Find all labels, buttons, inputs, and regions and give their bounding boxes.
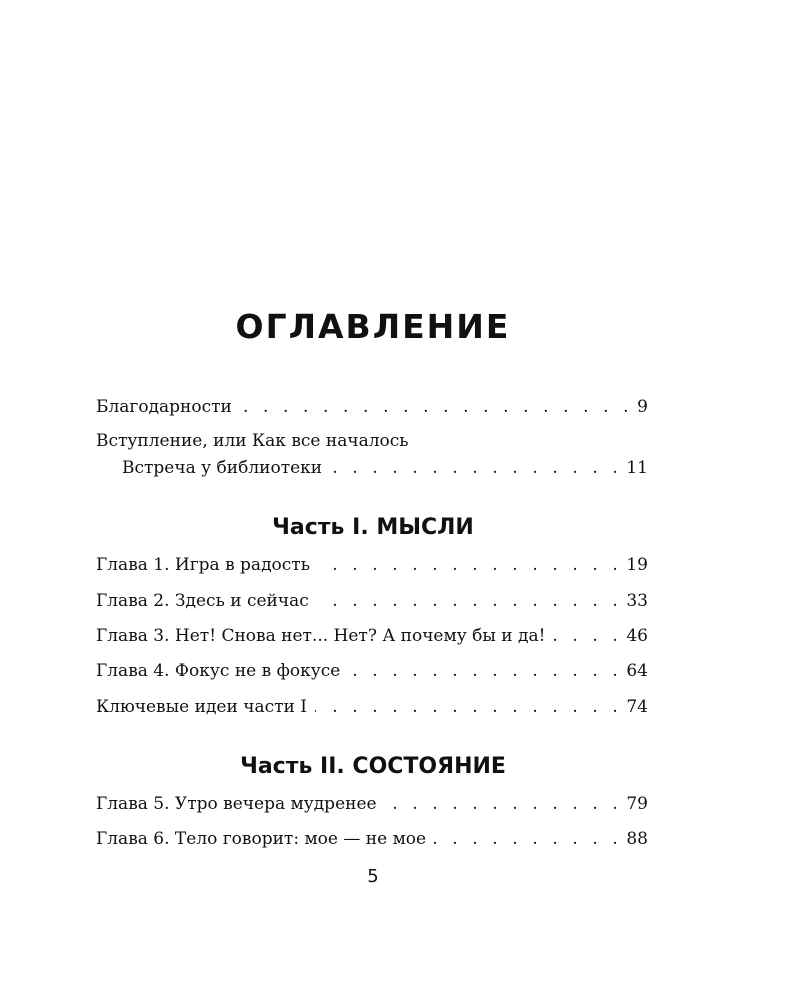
toc-entry-chapter-1 bbox=[96, 552, 648, 578]
toc-leader-dots bbox=[434, 826, 622, 852]
toc-entry-page: 88 bbox=[626, 829, 648, 849]
part-heading-2: Часть II. СОСТОЯНИЕ bbox=[240, 754, 506, 779]
toc-entry-page: 11 bbox=[626, 458, 648, 478]
toc-entry-title: Вступление, или Как все началось bbox=[96, 431, 409, 451]
toc-entry-title: Глава 4. Фокус не в фокусе bbox=[96, 661, 341, 681]
page-title: ОГЛАВЛЕНИЕ bbox=[235, 307, 511, 346]
toc-leader-dots bbox=[348, 658, 622, 684]
toc-leader-dots bbox=[240, 394, 633, 420]
toc-entry-title: Глава 6. Тело говорит: мое — не мое bbox=[96, 829, 427, 849]
toc-entry-chapter-6 bbox=[96, 826, 648, 852]
toc-leader-dots bbox=[317, 588, 623, 614]
toc-entry-page: 9 bbox=[637, 397, 648, 417]
toc-entry-title: Ключевые идеи части I bbox=[96, 697, 307, 717]
toc-entry-title: Встреча у библиотеки bbox=[122, 458, 323, 478]
toc-entry-title: Глава 2. Здесь и сейчас bbox=[96, 591, 309, 611]
toc-entry-title: Благодарности bbox=[96, 397, 232, 417]
toc-leader-dots bbox=[385, 791, 623, 817]
toc-entry-key-ideas-part-1 bbox=[96, 694, 648, 720]
toc-entry-page: 33 bbox=[626, 591, 648, 611]
toc-entry-title: Глава 1. Игра в радость bbox=[96, 555, 310, 575]
toc-entry-page: 74 bbox=[626, 697, 648, 717]
toc-entry-chapter-2 bbox=[96, 588, 648, 614]
toc-entry-introduction bbox=[96, 428, 648, 454]
part-heading-1: Часть I. МЫСЛИ bbox=[272, 515, 474, 540]
toc-leader-dots bbox=[549, 623, 622, 649]
toc-leader-dots bbox=[330, 455, 622, 481]
toc-entry-page: 19 bbox=[626, 555, 648, 575]
toc-entry-chapter-3 bbox=[96, 623, 648, 649]
toc-entry-page: 64 bbox=[626, 661, 648, 681]
toc-entry-title: Глава 3. Нет! Снова нет... Нет? А почему бы и да! bbox=[96, 626, 546, 646]
toc-leader-dots bbox=[315, 694, 622, 720]
toc-entry-page: 79 bbox=[626, 794, 648, 814]
toc-entry-chapter-5 bbox=[96, 791, 648, 817]
toc-entry-meeting bbox=[122, 455, 648, 481]
toc-entry-title: Глава 5. Утро вечера мудренее bbox=[96, 794, 377, 814]
toc-entry-chapter-4 bbox=[96, 658, 648, 684]
toc-leader-dots bbox=[318, 552, 622, 578]
toc-entry-page: 46 bbox=[626, 626, 648, 646]
page-number: 5 bbox=[367, 866, 379, 887]
toc-entry-acknowledgements bbox=[96, 394, 648, 420]
